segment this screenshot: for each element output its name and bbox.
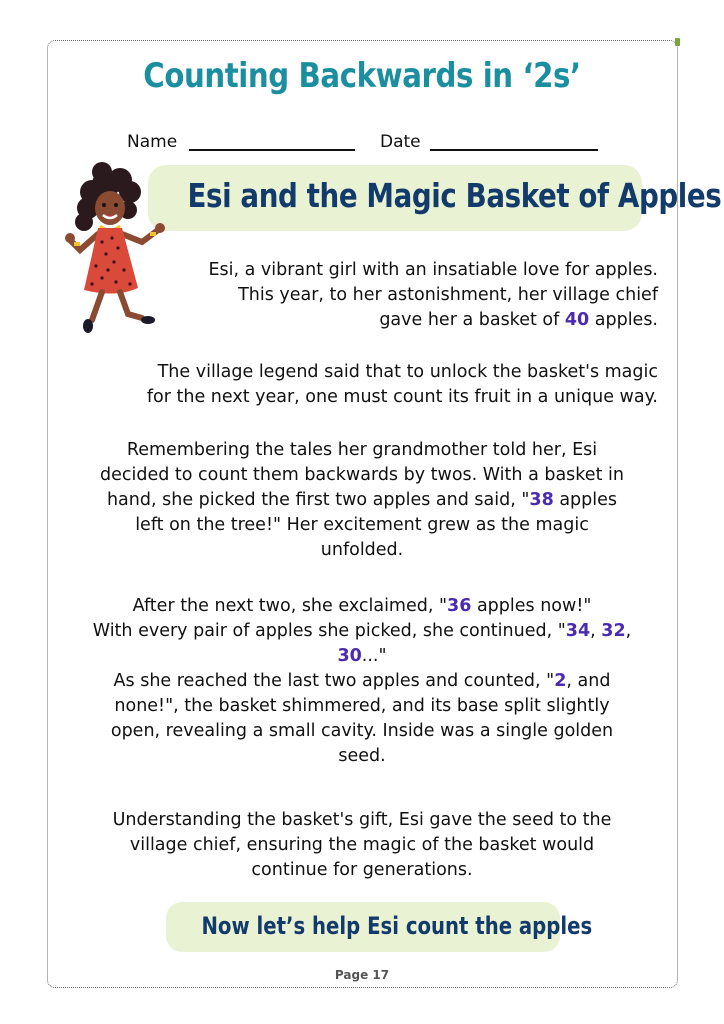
- page-number: Page 17: [334, 968, 390, 982]
- p2-line-1: The village legend said that to unlock the basket's magic: [157, 362, 658, 382]
- p3-line-1: Remembering the tales her grandmother told her, Esi: [126, 440, 598, 460]
- p4-line-1: [58, 594, 666, 619]
- number-30: 30: [337, 646, 362, 666]
- p4-line-1-pre: After the next two, she exclaimed, ": [132, 596, 448, 616]
- p5-line-3: continue for generations.: [251, 860, 473, 880]
- p4-line-7: seed.: [338, 746, 386, 766]
- p1-line-3-post: apples.: [589, 310, 658, 330]
- story-paragraph-3: [58, 438, 666, 563]
- p4-line-4: [58, 669, 666, 694]
- date-label: Date: [380, 132, 421, 152]
- p3-line-3-post: apples: [553, 490, 618, 510]
- p3-line-4: left on the tree!" Her excitement grew as the magic: [135, 515, 589, 535]
- worksheet-title: Counting Backwards in ‘2s’: [143, 56, 581, 96]
- number-38: 38: [529, 490, 554, 510]
- story-title: Esi and the Magic Basket of Apples: [187, 176, 722, 215]
- number-40: 40: [564, 310, 590, 330]
- cta-text: Now let’s help Esi count the apples: [201, 912, 593, 940]
- p5-line-1: Understanding the basket's gift, Esi gave the seed to the: [112, 810, 612, 830]
- story-paragraph-5: [58, 808, 666, 883]
- p4-line-5: none!", the basket shimmered, and its base split slightly: [114, 696, 610, 716]
- story-paragraph-4: [58, 594, 666, 769]
- number-2: 2: [554, 671, 567, 691]
- p4-line-3: [58, 644, 666, 669]
- p1-line-1: Esi, a vibrant girl with an insatiable love for apples.: [208, 260, 658, 280]
- p1-line-3-pre: gave her a basket of: [379, 310, 565, 330]
- p3-line-5: unfolded.: [320, 540, 404, 560]
- number-36: 36: [447, 596, 472, 616]
- name-input-line[interactable]: [189, 149, 355, 151]
- p4-line-2-sep-1: ,: [590, 621, 602, 641]
- name-label: Name: [127, 132, 178, 152]
- p3-line-3-pre: hand, she picked the first two apples and said, ": [106, 490, 530, 510]
- number-32: 32: [601, 621, 626, 641]
- p3-line-3: [58, 488, 666, 513]
- story-paragraph-2: [70, 360, 658, 410]
- p2-line-2: for the next year, one must count its fruit in a unique way.: [146, 387, 658, 407]
- p4-line-6: open, revealing a small cavity. Inside was a single golden: [110, 721, 614, 741]
- p3-line-2: decided to count them backwards by twos. With a basket in: [100, 465, 624, 485]
- story-paragraph-1: [150, 258, 658, 333]
- p4-line-4-pre: As she reached the last two apples and counted, ": [113, 671, 555, 691]
- p4-line-2-pre: With every pair of apples she picked, she continued, ": [92, 621, 566, 641]
- p5-line-2: village chief, ensuring the magic of the basket would: [129, 835, 595, 855]
- p4-line-1-post: apples now!": [471, 596, 592, 616]
- p4-line-2-sep-2: ,: [625, 621, 632, 641]
- p1-line-2: This year, to her astonishment, her village chief: [238, 285, 658, 305]
- p4-line-2: [58, 619, 666, 644]
- number-34: 34: [565, 621, 591, 641]
- p4-line-3-post: ...": [361, 646, 387, 666]
- p4-line-4-post: , and: [566, 671, 611, 691]
- p1-line-3: [150, 308, 658, 333]
- corner-accent: [675, 38, 680, 46]
- date-input-line[interactable]: [430, 149, 598, 151]
- name-date-fields: [127, 132, 607, 156]
